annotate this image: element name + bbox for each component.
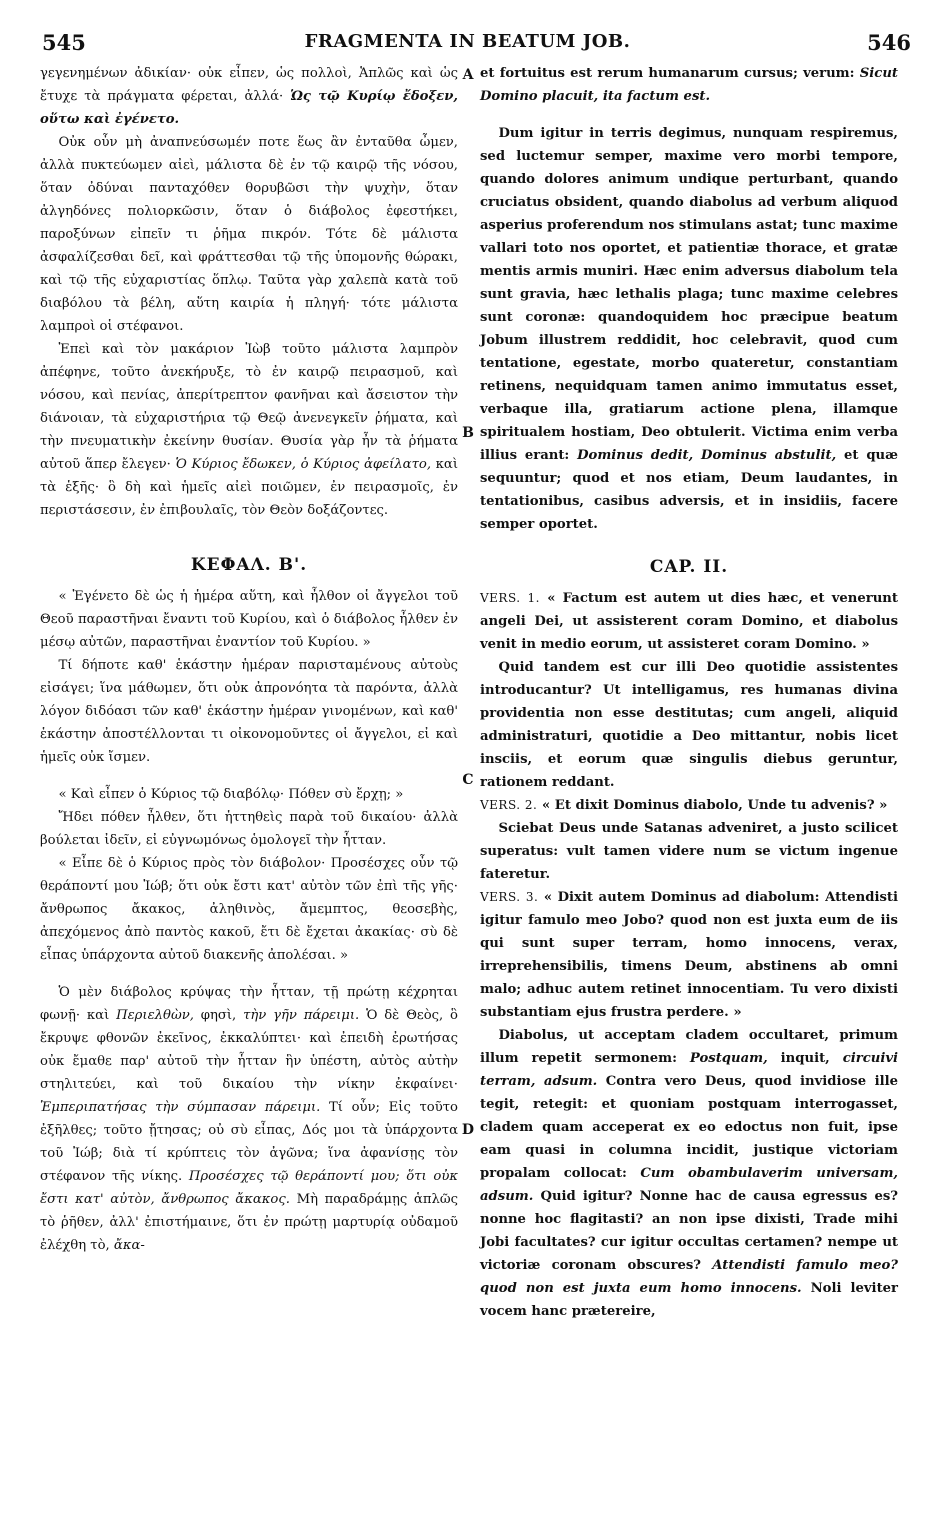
commentary-paragraph	[480, 1024, 898, 1323]
page-number-left: 545	[42, 30, 86, 55]
page-number-right: 546	[867, 30, 911, 55]
greek-text: Ὁ δὲ Θεὸς, ὃ ἔκρυψε φθονῶν ἐκεῖνος, ἐκκαλύπτει· καὶ ἐπειδὴ ἐρωτήσας οὐκ ἔμαθε παρ' αὐτοῦ τὴν ἧτταν ἣν ὑπέστη, αὐτὸς αὐτὴν στηλιτεύει, καὶ τοῦ δικαίου τὴν νίκην ἐκφαίνει·	[40, 1008, 458, 1092]
latin-quote: circuivi terram, adsum.	[480, 1051, 899, 1089]
greek-text: Ὁ μὲν διάβολος κρύψας τὴν ἧτταν, τῇ πρώτῃ κέχρηται φωνῇ· καὶ	[40, 985, 458, 1023]
scripture-verse	[480, 587, 898, 656]
scripture-verse	[480, 794, 898, 817]
commentary-paragraph	[40, 981, 458, 1257]
running-header	[0, 26, 935, 56]
commentary-paragraph: Τί δήποτε καθ' ἑκάστην ἡμέραν παρισταμένους αὐτοὺς εἰσάγει; ἵνα μάθωμεν, ὅτι οὐκ ἀπρονόητα τὰ παρόντα, ἀλλὰ λόγον διδόασι τῶν καθ' ἑκάστην ἡμέραν γινομένων, καὶ καθ' ἑκάστην ἀποστέλλονται τι οἰκονομοῦντες οἱ ἄγγελοι, εἰ καὶ ἡμεῖς οὐκ ἴσμεν.	[40, 658, 458, 765]
greek-quote: τὴν γῆν πάρειμι.	[243, 1008, 360, 1023]
latin-text: Noli leviter vocem hanc prætereire,	[480, 1281, 898, 1319]
latin-text: Dum igitur in terris degimus, nunquam respiremus, sed luctemur semper, maxime vero morbi tempore, quando dolores animum undique perturbant, quando cruciatus obsident, quando diabolus ad verbum aliquod asperius proferendum nos stimulans astat; tunc maxime vallari toto nos oportet, et patientiæ thorace, et gratæ mentis armis muniri. Hæc enim adversus diabolum tela sunt gravia, hæc lethalis plaga; tunc maxime celebres sunt coronæ: quandoquidem hoc præcipue beatum Jobum illustrem reddidit, hoc celebravit, quod cum tentatione, egestate, morbo quateretur, constantiam retinens, nequidquam tamen animo immutatus esset, verbaque illa, gratiarum actione plena, illamque spiritualem hostiam, Deo obtulerit. Victima enim verba illius erant:	[480, 126, 898, 463]
greek-text: γεγενημένων ἀδικίαν· οὐκ εἶπεν, ὡς πολλοὶ, Ἁπλῶς καὶ ὡς ἔτυχε τὰ πράγματα φέρεται, ἀλλά·	[40, 66, 458, 104]
verse-label: VERS. 1.	[480, 591, 540, 605]
greek-text: καὶ τὰ ἑξῆς· ὃ δὴ καὶ ἡμεῖς αἰεὶ ποιῶμεν, ἐν πειρασμοῖς, ἐν περιστάσεσιν, ἐν ἐπιβουλαῖς, τὸν Θεὸν δοξάζοντες.	[40, 457, 458, 518]
latin-paragraph	[480, 62, 898, 108]
commentary-paragraph: Quid tandem est cur illi Deo quotidie assistentes introducantur? Ut intelligamus, res humanas divina providentia non esse destitutas; cum angeli, aliquid administraturi, quotidie a Deo mittantur, nobis licet insciis, et eorum quæ singulis diebus geruntur, rationem reddant.	[480, 660, 898, 790]
latin-text: Diabolus, ut acceptam cladem occultaret, primum illum repetit sermonem:	[480, 1028, 898, 1066]
margin-marker-c: C	[462, 772, 474, 788]
margin-marker-a: A	[462, 67, 474, 83]
margin-marker-d: D	[461, 1122, 475, 1138]
latin-text: Contra vero Deus, quod invidiose ille tegit, retegit: et quoniam postquam interrogasset, cladem quam acceperat ex eo edoctus non fuit, ipse eam quasi in columna incidit, justique victoriam propalam collocat:	[480, 1074, 898, 1181]
greek-paragraph	[40, 338, 458, 522]
latin-text: « Et dixit Dominus diabolo, Unde tu advenis? »	[541, 798, 888, 813]
scripture-verse: « Εἶπε δὲ ὁ Κύριος πρὸς τὸν διάβολον· Προσέσχες οὖν τῷ θεράποντί μου Ἰώβ; ὅτι οὐκ ἔστι κατ' αὐτὸν τῶν ἐπὶ τῆς γῆς· ἄνθρωπος ἄκακος, ἀληθινὸς, ἄμεμπτος, θεοσεβὴς, ἀπεχόμενος ἀπὸ παντὸς κακοῦ, ἔτι δὲ ἔχεται ἀκακίας· σὺ δὲ εἶπας ὑπάρχοντα αὐτοῦ διακενῆς ἀπολέσαι. »	[40, 856, 458, 963]
greek-quote: Ὡς τῷ Κυρίῳ ἔδοξεν, οὕτω καὶ ἐγένετο.	[40, 89, 459, 127]
latin-quote: Cum obambulaverim universam, adsum.	[480, 1166, 898, 1204]
scripture-verse: « Καὶ εἶπεν ὁ Κύριος τῷ διαβόλῳ· Πόθεν σὺ ἔρχῃ; »	[58, 787, 404, 802]
greek-text: Μὴ παραδράμῃς ἁπλῶς τὸ ῥῆθεν, ἀλλ' ἐπιστήμαινε, ὅτι ἐν πρώτῃ μαρτυρίᾳ οὐδαμοῦ ἐλέχθη τὸ,	[40, 1192, 458, 1253]
greek-text: Ἐπεὶ καὶ τὸν μακάριον Ἰὼβ τοῦτο μάλιστα λαμπρὸν ἀπέφηνε, τοῦτο ἀνεκήρυξε, τὸ ἐν καιρῷ πειρασμοῦ, καὶ νόσου, καὶ πενίας, ἀπερίτρεπτον φανῆναι καὶ ἄσειστον τὴν διάνοιαν, τὰ εὐχαριστήρια τῷ Θεῷ ἀνενεγκεῖν ῥήματα, καὶ τὴν πνευματικὴν ἐκείνην θυσίαν. Θυσία γὰρ ἦν τὰ ῥήματα αὐτοῦ ἅπερ ἔλεγεν·	[40, 342, 458, 472]
greek-quote: Προσέσχες τῷ θεράποντί μου; ὅτι οὐκ ἔστι κατ' αὐτὸν, ἄνθρωπος ἄκακος.	[40, 1169, 458, 1207]
chapter-heading-latin: CAP. II.	[649, 557, 729, 577]
latin-text: « Factum est autem ut dies hæc, et venerunt angeli Dei, ut assisterent coram Domino, et diabolus venit in medio eorum, ut assisteret coram Domino. »	[480, 591, 898, 652]
scripture-verse	[480, 886, 898, 1024]
greek-quote: ἄκα-	[113, 1238, 145, 1253]
latin-text: « Dixit autem Dominus ad diabolum: Attendisti igitur famulo meo Jobo? quod non est juxta eum de iis qui sunt super terram, homo innocens, verax, irreprehensibilis, timens Deum, abstinens ab omni malo; adhuc autem retinet innocentiam. Tu vero dixisti substantiam ejus frustra perdere. »	[480, 890, 898, 1020]
latin-column	[480, 62, 898, 1323]
latin-text: Quid igitur? Nonne hac de causa egressus es? nonne hoc flagitasti? an non ipse dixisti, Trade mihi Jobi facultates? cur igitur occultas certamen? nempe ut victoriæ coronam obscures?	[480, 1189, 898, 1273]
verse-label: VERS. 3.	[480, 890, 539, 904]
greek-quote: Περιελθὼν,	[116, 1008, 194, 1023]
margin-marker-b: B	[462, 425, 474, 441]
greek-text: φησὶ,	[200, 1008, 237, 1023]
greek-column	[40, 62, 458, 1257]
commentary-paragraph: Sciebat Deus unde Satanas adveniret, a justo scilicet superatus: vult tamen videre num se victum ingenue fateretur.	[480, 821, 898, 882]
latin-text: et quæ sequuntur; quod et nos etiam, Deum laudantes, in tentationibus, casibus adversis, et in insidiis, facere semper oportet.	[480, 448, 899, 532]
commentary-paragraph: Ἤδει πόθεν ἦλθεν, ὅτι ἡττηθεὶς παρὰ τοῦ δικαίου· ἀλλὰ βούλεται ἰδεῖν, εἰ εὐγνωμόνως ὁμολογεῖ τὴν ἧτταν.	[40, 810, 458, 848]
latin-quote: Attendisti famulo meo? quod non est juxta eum homo innocens.	[480, 1258, 899, 1296]
latin-text: et fortuitus est rerum humanarum cursus; verum:	[480, 66, 855, 81]
running-title: FRAGMENTA IN BEATUM JOB.	[304, 31, 631, 52]
greek-quote: Ὁ Κύριος ἔδωκεν, ὁ Κύριος ἀφείλατο,	[175, 457, 432, 472]
greek-paragraph: Οὐκ οὖν μὴ ἀναπνεύσωμέν ποτε ἕως ἂν ἐνταῦθα ὦμεν, ἀλλὰ πυκτεύωμεν αἰεὶ, μάλιστα δὲ ἐν τῷ καιρῷ τῆς νόσου, ὅταν ὀδύναι πανταχόθεν θορυβῶσι τὴν ψυχὴν, ὅταν ἀλγηδόνες πολιορκῶσιν, ὅταν ὁ διάβολος ἐφεστήκει, παροξύνων εἰπεῖν τι ῥῆμα πικρόν. Τότε δὲ μάλιστα ἀσφαλίζεσθαι δεῖ, καὶ φράττεσθαι τῷ τῆς ὑπομονῆς θώρακι, καὶ τῷ τῆς εὐχαριστίας ὅπλῳ. Ταῦτα γὰρ χαλεπὰ κατὰ τοῦ διαβόλου τὰ βέλη, αὕτη καιρία ἡ πληγή· τότε μάλιστα λαμπροὶ οἱ στέφανοι.	[40, 135, 458, 334]
latin-quote: Postquam,	[689, 1051, 768, 1066]
chapter-heading-greek: ΚΕΦΑΛ. Β'.	[190, 555, 308, 575]
greek-quote: Ἐμπεριπατήσας τὴν σύμπασαν πάρειμι.	[40, 1100, 321, 1115]
latin-text: inquit,	[780, 1051, 830, 1066]
verse-label: VERS. 2.	[480, 798, 538, 812]
greek-paragraph	[40, 62, 458, 131]
scripture-verse: « Ἐγένετο δὲ ὡς ἡ ἡμέρα αὕτη, καὶ ἦλθον οἱ ἄγγελοι τοῦ Θεοῦ παραστῆναι ἔναντι τοῦ Κυρίου, καὶ ὁ διάβολος ἦλθεν ἐν μέσῳ αὐτῶν, παραστῆναι ἐναντίον τοῦ Κυρίου. »	[40, 589, 458, 650]
latin-quote: Sicut Domino placuit, ita factum est.	[480, 66, 898, 104]
greek-text: Τί οὖν; Εἰς τοῦτο ἐξῆλθες; τοῦτο ᾔτησας; οὐ σὺ εἶπας, Δός μοι τὰ ὑπάρχοντα τοῦ Ἰώβ; διὰ τί κρύπτεις τὸν ἀγῶνα; ἵνα ἀφανίσῃς τὸν στέφανον τῆς νίκης.	[40, 1100, 458, 1184]
latin-quote: Dominus dedit, Dominus abstulit,	[577, 448, 837, 463]
latin-paragraph	[480, 122, 898, 536]
